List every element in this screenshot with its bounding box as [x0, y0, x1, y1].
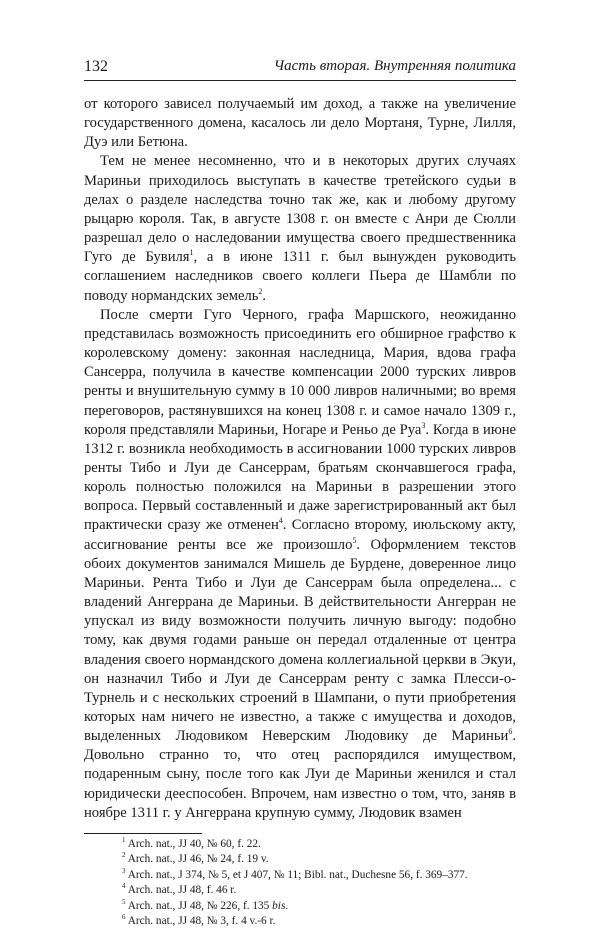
text-run: , а в июне 1311 г. был вынужден руководить соглашением наследников своего коллеги Пьера де Шамбли по поводу нормандских земель [84, 249, 516, 304]
paragraph-1: от которого зависел получаемый им доход, а также на увеличение государственного домена, касалось ли дело Мортаня, Турне, Лилля, Дуэ или Бетюна. [84, 96, 516, 151]
footnote-3 [84, 868, 516, 884]
footnote-text: Arch. nat., JJ 46, № 24, f. 19 v. [127, 853, 269, 866]
text-run: . Довольно странно то, что отец распорядился имуществом, подаренным сыну, после того как Луи де Мариньи женился и стал юридически дееспособен. Впрочем, нам известно о том, что, заняв в ноябре 1311 г. у Ангеррана крупную сумму, Людовик взамен [84, 728, 516, 821]
footnote-5 [84, 899, 516, 915]
footnote-divider [84, 833, 202, 834]
text-run: . Согласно второму, июльскому акту, ассигнование ренты все же произошло [84, 517, 516, 553]
page-header [84, 58, 516, 81]
footnote-ref-6: 6 [508, 727, 513, 737]
footnote-number: 4 [122, 882, 126, 891]
page-number: 132 [84, 58, 108, 75]
footnote-ref-5: 5 [352, 535, 357, 545]
footnote-ref-1: 1 [189, 248, 194, 258]
text-run: После смерти Гуго Черного, графа Маршского, неожиданно представилась возможность присоединить его обширное графство к королевскому домену: законная наследница, Мария, вдова графа Сансерра, получила в качестве компенсации 2000 турских ливров ренты и внушительную сумму в 10 000 ливров наличными; во время переговоров, растянувшихся на конец 1308 г. и самое начало 1309 г., короля представляли Мариньи, Ногаре и Реньо де Руа [84, 306, 516, 438]
footnote-text: Arch. nat., J 374, № 5, et J 407, № 11; Bibl. nat., Duchesne 56, f. 369–377. [127, 868, 468, 881]
footnote-number: 5 [122, 898, 126, 907]
footnote-number: 6 [122, 913, 126, 922]
footnote-number: 2 [122, 851, 126, 860]
footnote-4 [84, 883, 516, 899]
footnote-text: Arch. nat., JJ 48, f. 46 r. [127, 884, 237, 897]
footnotes [84, 837, 516, 930]
footnote-ref-2: 2 [258, 286, 263, 296]
footnote-number: 1 [122, 836, 126, 845]
running-title: Часть вторая. Внутренняя политика [273, 58, 516, 74]
footnote-ref-4: 4 [278, 516, 283, 526]
book-page [84, 58, 516, 930]
footnote-text: Arch. nat., JJ 40, № 60, f. 22. [127, 837, 261, 850]
text-run: Тем не менее несомненно, что и в некоторых других случаях Мариньи приходилось выступать в качестве третейского судьи в делах о разделе наследства точно так же, как и любому другому рыцарю короля. Так, в августе 1308 г. он вместе с Анри де Сюлли разрешал дело о наследовании имущества своего предшественника Гуго де Бувиля [84, 153, 516, 266]
footnote-text: Arch. nat., JJ 48, № 3, f. 4 v.-6 r. [127, 915, 276, 928]
text-run: . Когда в июне 1312 г. возникла необходимость в ассигновании 1000 турских ливров ренты Тибо и Луи де Сансеррам, братьям скончавшегося графа, король полностью положился на Мариньи в разрешении этого вопроса. Первый составленный и даже зарегистрированный акт был практически сразу же отменен [84, 421, 517, 534]
footnote-text: Arch. nat., JJ 48, № 226, f. 135 [127, 899, 273, 912]
footnote-number: 3 [122, 867, 126, 876]
footnote-6 [84, 914, 516, 930]
footnote-text-end: . [285, 899, 289, 912]
footnote-1 [84, 837, 516, 853]
text-run: . [262, 287, 267, 304]
paragraph-3 [84, 306, 516, 823]
footnote-italic: bis [272, 899, 286, 912]
paragraph-2 [84, 152, 516, 305]
footnote-ref-3: 3 [421, 420, 426, 430]
main-text [84, 95, 516, 823]
text-run: . Оформлением текстов обоих документов занимался Мишель де Бурдене, доверенное лицо Мариньи. Рента Тибо и Луи де Сансеррам была определена... с владений Ангеррана де Мариньи. В действительности Ангерран не упускал из виду возможности получить личную выгоду: подобно тому, как двумя годами раньше он передал отдаленные от центра владения своего нормандского домена коллегиальной церкви в Экуи, он назначил Тибо и Луи де Сансеррам ренту с замка Плесси-о-Турнель и с нескольких строений в Шампани, о пути приобретения которых нам ничего не известно, а также с имущества и доходов, выделенных Людовиком Неверским Людовику де Мариньи [84, 536, 516, 745]
footnote-2 [84, 852, 516, 868]
